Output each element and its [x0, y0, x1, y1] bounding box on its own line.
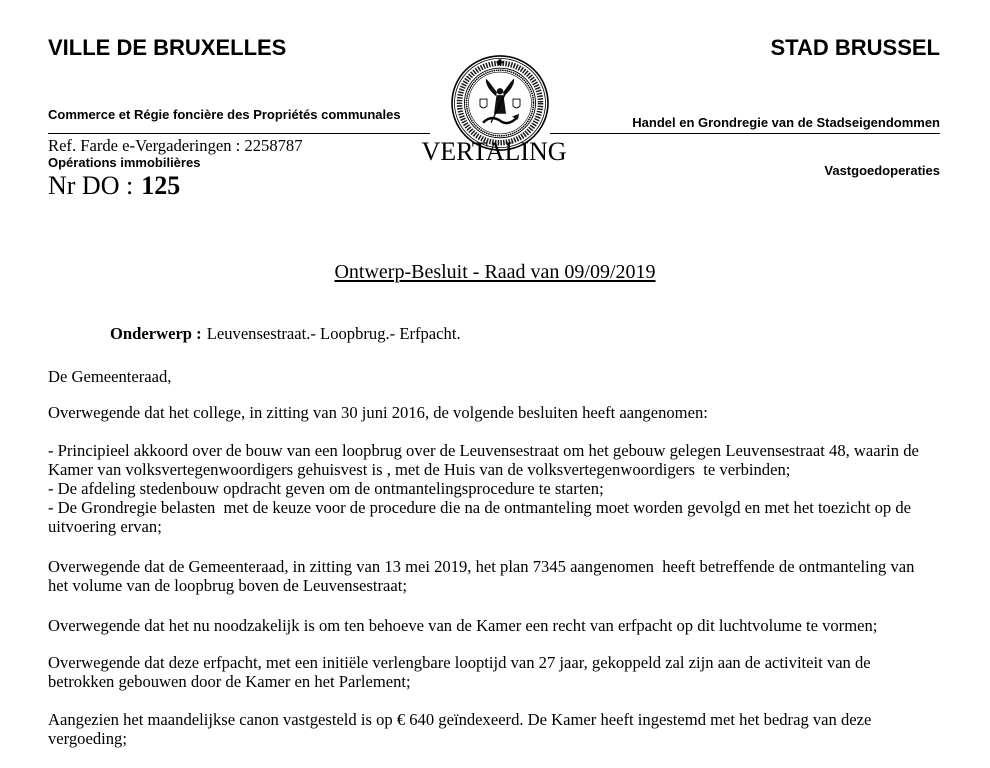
paragraph-line: het volume van de loopbrug boven de Leuvensestraat;: [48, 576, 407, 595]
paragraph-leasehold-term: [48, 653, 871, 691]
paragraph-college-decisions: [48, 403, 708, 422]
department-fr-line: Commerce et Régie foncière des Propriétés communales: [48, 107, 401, 122]
city-name-nl: STAD BRUSSEL: [770, 35, 940, 60]
department-fr-line: Opérations immobilières: [48, 155, 201, 170]
paragraph-line: De Gemeenteraad,: [48, 367, 172, 386]
city-name-fr: VILLE DE BRUXELLES: [48, 35, 287, 60]
list-item: uitvoering ervan;: [48, 517, 162, 536]
department-nl: [632, 83, 940, 195]
paragraph-council-plan: [48, 557, 914, 595]
decision-number: [48, 171, 180, 201]
list-item: - De afdeling stedenbouw opdracht geven om de ontmantelingsprocedure te starten;: [48, 479, 604, 498]
translation-label: VERTALING: [421, 137, 567, 166]
list-item: - De Grondregie belasten met de keuze voor de procedure die na de ontmanteling moet worden gevolgd en met het toezicht op de: [48, 498, 912, 517]
paragraph-line: Overwegende dat het college, in zitting van 30 juni 2016, de volgende besluiten heeft aangenomen:: [48, 403, 708, 422]
document-title-text: Ontwerp-Besluit - Raad van 09/09/2019: [334, 261, 656, 283]
subject-label: Onderwerp :: [110, 324, 202, 343]
header-rule-right: [550, 133, 940, 134]
paragraph-line: Aangezien het maandelijkse canon vastgesteld is op € 640 geïndexeerd. De Kamer heeft ingestemd met het bedrag van deze: [48, 710, 872, 729]
city-seal-icon: [442, 34, 542, 136]
decision-number-value: 125: [141, 171, 181, 200]
paragraph-line: betrokken gebouwen door de Kamer en het Parlement;: [48, 672, 411, 691]
list-item: - Principieel akkoord over de bouw van een loopbrug over de Leuvensestraat om het gebouw gelegen Leuvensestraat 48, waarin de: [48, 441, 919, 460]
paragraph-line: vergoeding;: [48, 729, 127, 748]
paragraph-salutation: [48, 367, 171, 386]
reference-number: Ref. Farde e-Vergaderingen : 2258787: [48, 136, 303, 155]
subject-text: Leuvensestraat.- Loopbrug.- Erfpacht.: [206, 324, 461, 343]
department-nl-line: Vastgoedoperaties: [824, 163, 940, 178]
paragraph-line: Overwegende dat de Gemeenteraad, in zitting van 13 mei 2019, het plan 7345 aangenomen heeft betreffende de ontmanteling van: [48, 557, 915, 576]
header-rule-left: [48, 133, 430, 134]
paragraph-canon: [48, 710, 871, 748]
paragraph-line: Overwegende dat deze erfpacht, met een initiële verlengbare looptijd van 27 jaar, gekoppeld zal zijn aan de activiteit van de: [48, 653, 871, 672]
department-nl-line: Handel en Grondregie van de Stadseigendommen: [632, 115, 940, 130]
paragraph-line: Overwegende dat het nu noodzakelijk is om ten behoeve van de Kamer een recht van erfpacht op dit luchtvolume te vormen;: [48, 616, 878, 635]
subject: [110, 324, 461, 344]
decision-number-label: Nr DO :: [48, 171, 134, 200]
document-title: [0, 260, 990, 284]
paragraph-decision-list: [48, 441, 919, 536]
list-item: Kamer van volksvertegenwoordigers gehuisvest is , met de Huis van de volksvertegenwoordigers te verbinden;: [48, 460, 791, 479]
paragraph-leasehold-need: [48, 616, 877, 635]
